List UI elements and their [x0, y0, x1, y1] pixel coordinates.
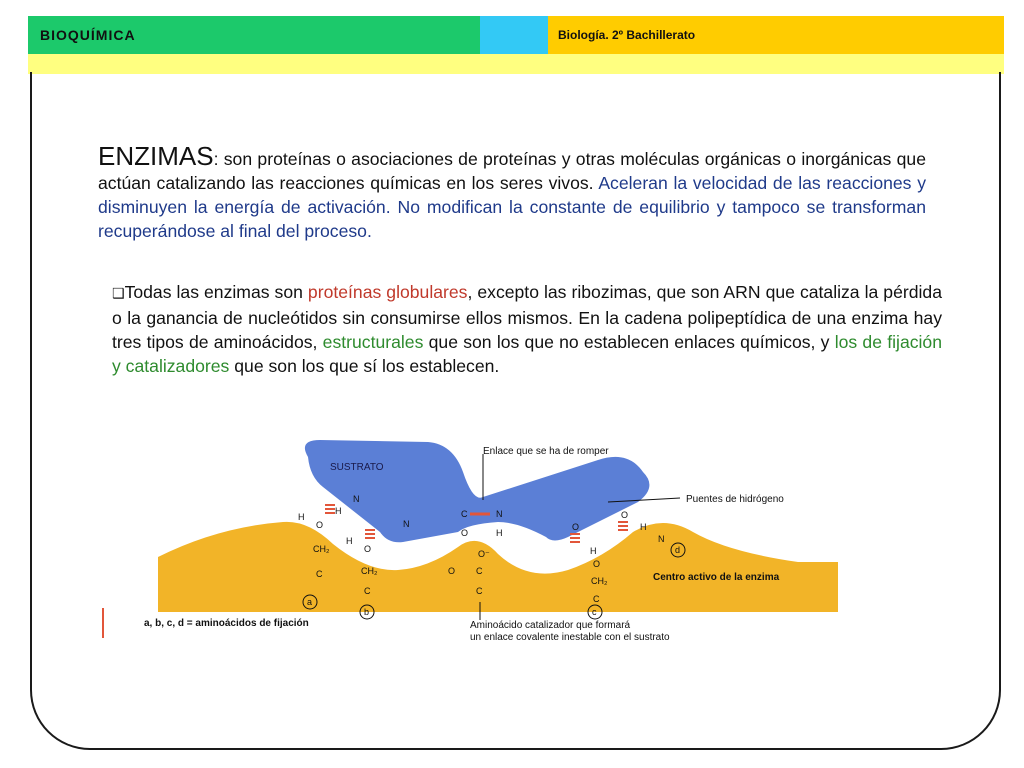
atom-h-2: H: [496, 528, 503, 538]
atom-h-3: H: [298, 512, 305, 522]
bond-label: Enlace que se ha de romper: [483, 446, 609, 457]
fixation-catalytic-term: los de fijación y catalizadores: [112, 332, 942, 376]
left-edge-mark: [102, 608, 104, 638]
atom-n-3: N: [496, 509, 503, 519]
bullet-text-1: Todas las enzimas son: [124, 282, 308, 302]
catalyst-label-2: un enlace covalente inestable con el sustrato: [470, 632, 670, 643]
svg-text:b: b: [364, 607, 370, 617]
header-accent: [480, 16, 548, 54]
atom-c-4: C: [476, 566, 483, 576]
svg-text:d: d: [675, 545, 681, 555]
definition-highlight: Aceleran la velocidad de las reacciones y disminuyen la energía de activación. No modifican la constante de equilibrio y tampoco se transforman recuperándose al final del proceso.: [98, 173, 926, 241]
atom-o-4: O: [316, 520, 324, 530]
definition-text: : son proteínas o asociaciones de proteínas y otras moléculas orgánicas o inorgánicas que actúan catalizando las reacciones químicas en los seres vivos.: [98, 149, 926, 193]
checkbox-bullet-icon: ❑: [112, 286, 125, 302]
atom-o-minus: O⁻: [478, 549, 490, 559]
atom-c-2: C: [316, 569, 323, 579]
atom-o-3: O: [572, 522, 580, 532]
atom-c-5: C: [476, 586, 483, 596]
enzyme-substrate-diagram: [98, 432, 858, 652]
hbond-label: Puentes de hidrógeno: [686, 494, 784, 505]
header-course: [548, 16, 1004, 54]
active-site-label: Centro activo de la enzima: [653, 572, 780, 583]
header-left-title: BIOQUÍMICA: [40, 27, 136, 43]
atom-c-3: C: [364, 586, 371, 596]
header-section-title: [28, 16, 480, 54]
definition-paragraph: [98, 141, 926, 243]
atom-o-2: O: [621, 510, 629, 520]
header-bar: [28, 16, 1004, 54]
atom-ch2-1: CH₂: [313, 544, 330, 554]
atom-n-2: N: [403, 519, 410, 529]
substrate-label: SUSTRATO: [330, 462, 384, 473]
atom-c-1: C: [461, 509, 468, 519]
atom-ch2-2: CH₂: [361, 566, 378, 576]
atom-n-1: N: [353, 494, 360, 504]
bullet-paragraph: [112, 280, 942, 378]
atom-n-4: N: [658, 534, 665, 544]
atom-o-6: O: [448, 566, 456, 576]
svg-text:a: a: [307, 597, 313, 607]
structural-term: estructurales: [322, 332, 424, 352]
atom-h-5: H: [590, 546, 597, 556]
atom-c-6: C: [593, 594, 600, 604]
svg-text:c: c: [592, 607, 597, 617]
bullet-text-2: , excepto las ribozimas, que son ARN que cataliza la pérdida o la ganancia de nucleótidos sin consumirse ellos mismos. En la cadena polipeptídica de una enzima hay tres tipos de aminoácidos,: [112, 282, 942, 352]
atom-o-5: O: [364, 544, 372, 554]
bullet-text-3: que son los que no establecen enlaces químicos, y: [423, 332, 835, 352]
catalyst-label-1: Aminoácido catalizador que formará: [470, 620, 631, 631]
atom-h-1: H: [335, 506, 342, 516]
atom-ch2-3: CH₂: [591, 576, 608, 586]
definition-title: ENZIMAS: [98, 141, 214, 171]
atom-h-4: H: [346, 536, 353, 546]
atom-o-7: O: [593, 559, 601, 569]
atom-o-1: O: [461, 528, 469, 538]
header-right-title: Biología. 2º Bachillerato: [558, 28, 696, 42]
globular-proteins-term: proteínas globulares: [307, 282, 468, 302]
atom-h-6: H: [640, 522, 647, 532]
header-sub-bar: [28, 54, 1004, 74]
fixation-label: a, b, c, d = aminoácidos de fijación: [144, 618, 309, 629]
bullet-text-4: que son los que sí los establecen.: [229, 356, 500, 376]
